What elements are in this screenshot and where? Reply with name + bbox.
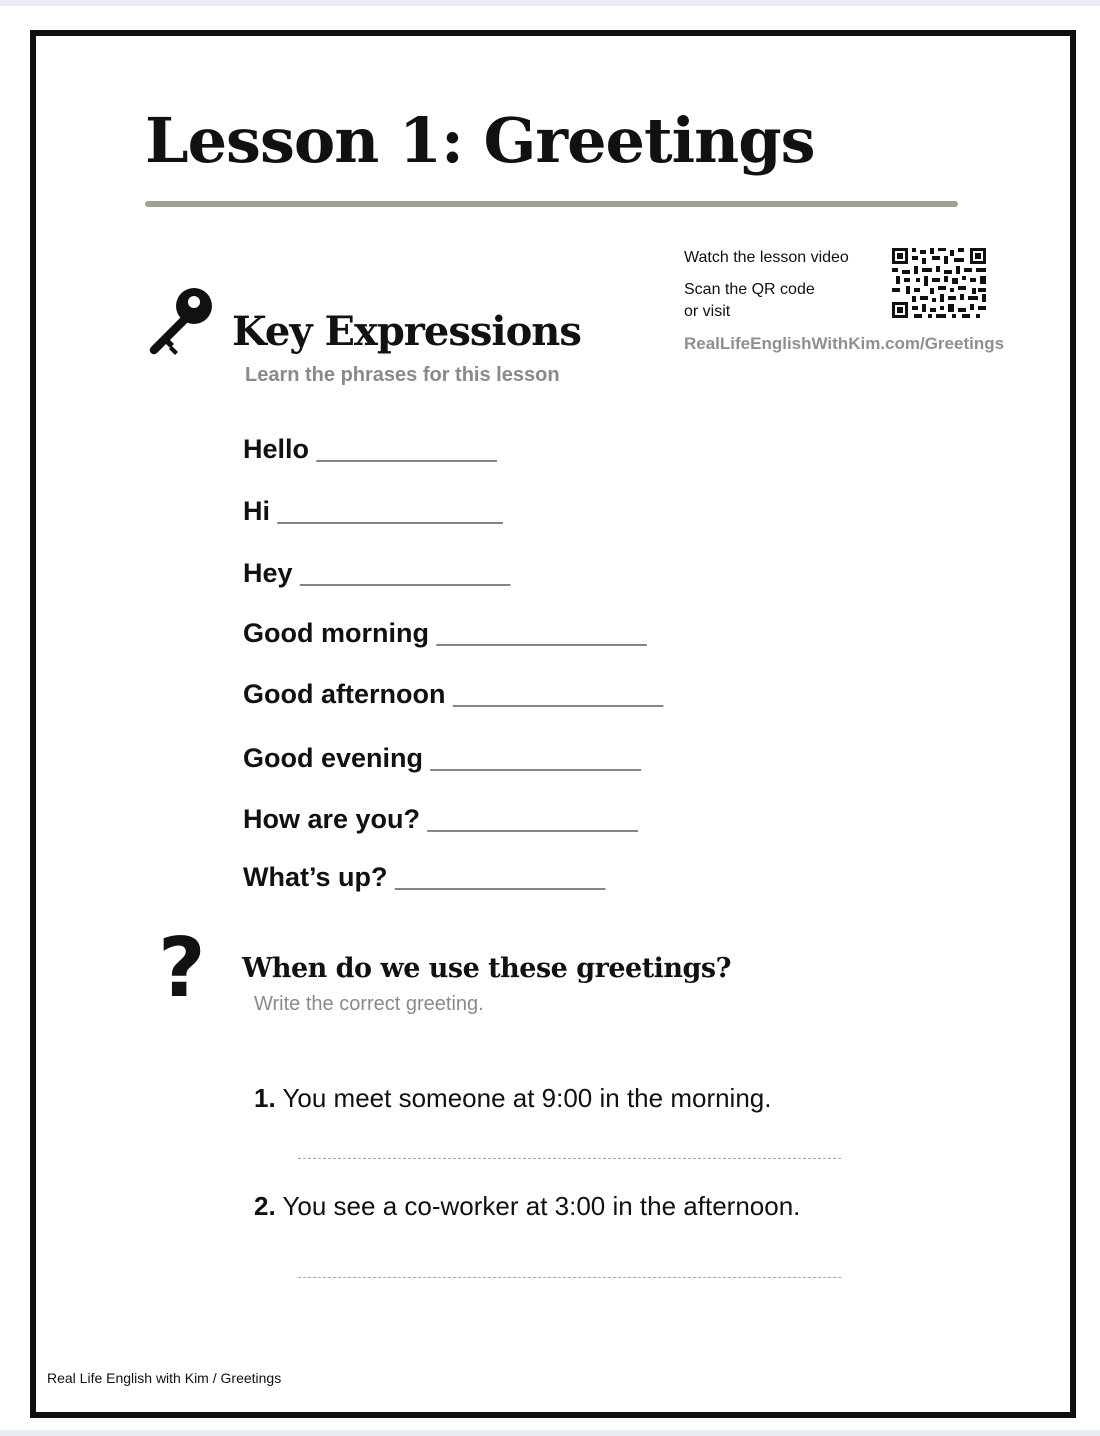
usage-title: When do we use these greetings?	[242, 953, 731, 984]
lesson-url-link[interactable]: RealLifeEnglishWithKim.com/Greetings	[684, 334, 1005, 353]
question-number: 2.	[254, 1191, 276, 1221]
key-expressions-title: Key Expressions	[232, 308, 581, 355]
watch-video-label: Watch the lesson video	[684, 249, 849, 266]
question-1	[254, 1083, 771, 1114]
question-text: You meet someone at 9:00 in the morning.	[282, 1083, 772, 1113]
expression-item: Good afternoon ______________	[243, 679, 664, 709]
expression-item: Good evening ______________	[243, 743, 641, 773]
visit-label: or visit	[684, 303, 731, 320]
key-expressions-subtitle: Learn the phrases for this lesson	[245, 364, 560, 386]
expression-item: Hi _______________	[243, 496, 503, 526]
lesson-title: Lesson 1: Greetings	[145, 104, 815, 177]
question-2	[254, 1191, 800, 1222]
expression-item: How are you? ______________	[243, 804, 638, 834]
qr-code-icon[interactable]	[892, 248, 986, 318]
usage-subtitle: Write the correct greeting.	[254, 993, 484, 1015]
answer-line-1[interactable]	[298, 1158, 841, 1159]
key-icon	[148, 286, 214, 358]
expression-item: Hey ______________	[243, 558, 511, 588]
expression-item: Good morning ______________	[243, 618, 647, 648]
page-footer: Real Life English with Kim / Greetings	[47, 1370, 282, 1386]
scan-qr-label: Scan the QR code	[684, 281, 815, 298]
question-number: 1.	[254, 1083, 276, 1113]
question-mark-icon: ?	[158, 921, 206, 1016]
expression-item: What’s up? ______________	[243, 862, 606, 892]
expression-item: Hello ____________	[243, 434, 497, 464]
title-divider	[145, 201, 958, 207]
question-text: You see a co-worker at 3:00 in the afternoon.	[282, 1191, 801, 1221]
answer-line-2[interactable]	[298, 1277, 841, 1278]
